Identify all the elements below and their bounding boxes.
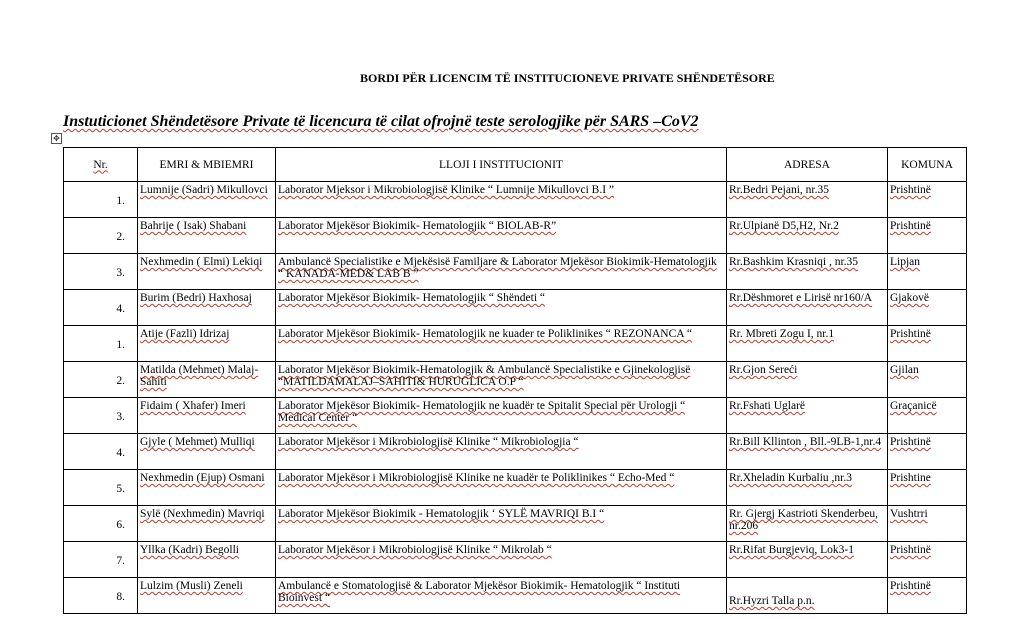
type-cell-text: Laborator Mjekësor i Mikrobiologjisë Klinike “ Mikrolab “ [278,544,552,556]
municipality-cell [888,398,967,434]
table-row [64,326,967,362]
type-cell [276,254,727,290]
type-cell-text: Laborator Mjekësor Biokimik- Hematologjik “ Shëndeti “ [278,292,545,304]
name-cell [138,434,276,470]
address-cell-text: Rr.Fshati Uglarë [729,400,806,412]
type-cell [276,362,727,398]
type-cell [276,398,727,434]
address-cell-text: Rr.Dëshmoret e Lirisë nr160/A [729,292,873,304]
name-cell-text: Burim (Bedri) Haxhosaj [140,292,252,304]
municipality-cell-text: Prishtine [890,472,931,484]
nr-cell: 2. [64,218,138,254]
table-header-row [64,148,967,182]
address-cell [727,506,888,542]
name-cell-text: Fidaim ( Xhafer) Imeri [140,400,246,412]
nr-cell: 5. [64,470,138,506]
municipality-cell [888,254,967,290]
board-title [360,71,775,86]
municipality-cell-text: Prishtinë [890,328,931,340]
municipality-cell-text: Gjilan [890,364,919,376]
municipality-cell-text: Graçanicë [890,400,937,412]
table-row [64,542,967,578]
subtitle-text: Instuticionet Shëndetësore Private të licencura të cilat ofrojnë teste serologjike për SARS –CoV2 [63,113,699,130]
municipality-cell [888,326,967,362]
address-cell [727,290,888,326]
table-row [64,182,967,218]
municipality-cell-text: Lipjan [890,256,921,268]
name-cell [138,470,276,506]
municipality-cell [888,290,967,326]
municipality-cell [888,434,967,470]
table-row [64,218,967,254]
name-cell-text: Bahrije ( Isak) Shabani [140,220,247,232]
address-cell [727,434,888,470]
nr-cell: 1. [64,182,138,218]
type-cell [276,542,727,578]
nr-cell: 4. [64,434,138,470]
address-cell [727,218,888,254]
address-cell [727,578,888,614]
address-cell [727,398,888,434]
type-cell [276,218,727,254]
municipality-cell-text: Prishtinë [890,580,931,592]
type-cell-text: Laborator Mjekësor i Mikrobiologjisë Klinike ne kuadër te Poliklinikes “ Echo-Med “ [278,472,675,484]
nr-cell: 2. [64,362,138,398]
table-row [64,578,967,614]
type-cell-text: Laborator Mjekësor Biokimik- Hematologjik ne kuader te Poliklinikes “ REZONANCA “ [278,328,692,340]
address-cell [727,470,888,506]
name-cell-text: Sylë (Nexhmedin) Mavriqi [140,508,265,520]
name-cell-text: Lulzim (Musli) Zeneli [140,580,243,592]
municipality-cell [888,182,967,218]
address-cell-text: Rr.Gjon Sereći [729,364,798,376]
address-cell-text: Rr. Gjergj Kastrioti Skenderbeu, nr.206 [729,508,878,532]
name-cell [138,362,276,398]
address-cell [727,542,888,578]
type-cell [276,326,727,362]
municipality-cell-text: Prishtinë [890,184,931,196]
name-cell-text: Yllka (Kadri) Begolli [140,544,240,556]
table-move-handle-icon[interactable]: ✥ [51,133,62,144]
column-header-nr: Nr. [64,148,138,182]
board-title-text: BORDI PËR LICENCIM TË INSTITUCIONEVE PRIVATE SHËNDETËSORE [360,71,775,85]
name-cell [138,290,276,326]
type-cell [276,578,727,614]
address-cell-text: Rr.Bedri Pejani, nr.35 [729,184,829,196]
municipality-cell [888,578,967,614]
table-row [64,398,967,434]
type-cell [276,182,727,218]
table-row [64,506,967,542]
address-cell-text: Rr.Xheladin Kurbaliu ,nr.3 [729,472,852,484]
name-cell-text: Nexhmedin ( Elmi) Lekiqi [140,256,263,268]
column-header-address: ADRESA [727,148,888,182]
address-cell-text: Rr.Bill Kllinton , Bll.-9LB-1,nr.4 [729,436,882,448]
name-cell [138,254,276,290]
type-cell-text: Ambulancë Specialistike e Mjekësisë Familjare & Laborator Mjekësor Biokimik-Hematologjik “ KANADA-MED& LAB B ” [278,256,717,280]
column-header-type: LLOJI I INSTITUCIONIT [276,148,727,182]
nr-cell: 3. [64,398,138,434]
name-cell-text: Matilda (Mehmet) Malaj-Sahiti [140,364,259,388]
name-cell [138,542,276,578]
municipality-cell-text: Prishtinë [890,436,931,448]
municipality-cell [888,362,967,398]
table-body [64,182,967,614]
name-cell [138,182,276,218]
table-row [64,434,967,470]
name-cell-text: Nexhmedin (Ejup) Osmani [140,472,265,484]
type-cell [276,506,727,542]
nr-cell: 3. [64,254,138,290]
address-cell [727,254,888,290]
name-cell [138,578,276,614]
column-header-name: EMRI & MBIEMRI [138,148,276,182]
nr-cell: 6. [64,506,138,542]
table-row [64,254,967,290]
name-cell-text: Gjyle ( Mehmet) Mulliqi [140,436,255,448]
address-cell-text: Rr.Rifat Burgjeviq, Lok3-1 [729,544,855,556]
nr-cell: 7. [64,542,138,578]
nr-cell: 4. [64,290,138,326]
municipality-cell-text: Gjakovë [890,292,929,304]
column-header-municipality: KOMUNA [888,148,967,182]
nr-cell: 1. [64,326,138,362]
type-cell [276,290,727,326]
type-cell-text: Laborator Mjekësor Biokimik- Hematologjik “ BIOLAB-R” [278,220,557,232]
address-cell-text: Rr. Mbreti Zogu I, nr.1 [729,328,835,340]
name-cell [138,398,276,434]
type-cell-text: Laborator Mjeksor i Mikrobiologjisë Klinike “ Lumnije Mikullovci B.I ” [278,184,614,196]
type-cell-text: Laborator Mjekësor i Mikrobiologjisë Klinike “ Mikrobiologjia “ [278,436,579,448]
name-cell-text: Lumnije (Sadri) Mikullovci [140,184,268,196]
type-cell [276,434,727,470]
address-cell [727,326,888,362]
type-cell [276,470,727,506]
municipality-cell-text: Prishtinë [890,544,931,556]
table-row [64,470,967,506]
municipality-cell-text: Vushtrri [890,508,928,520]
document-subtitle [63,113,699,131]
municipality-cell [888,506,967,542]
nr-cell: 8. [64,578,138,614]
institutions-table [63,147,967,614]
type-cell-text: Laborator Mjekësor Biokimik- Hematologjik ne kuadër te Spitalit Special për Urologji “ Medical Center “ [278,400,686,424]
address-cell [727,362,888,398]
type-cell-text: Laborator Mjekësor Biokimik-Hematologjik & Ambulancë Specialistike e Gjinekologjisë “MATILDAMALAJ–SAHITI& HURUGLICA O.P “ [278,364,691,388]
name-cell [138,506,276,542]
address-cell [727,182,888,218]
address-cell-text: Rr.Hyzri Talla p.n. [729,595,815,607]
type-cell-text: Ambulancë e Stomatologjisë & Laborator Mjekësor Biokimik- Hematologjik “ Instituti Bioinvest “ [278,580,681,604]
municipality-cell-text: Prishtinë [890,220,931,232]
municipality-cell [888,470,967,506]
address-cell-text: Rr.Ulpianë D5,H2, Nr.2 [729,220,839,232]
type-cell-text: Laborator Mjekësor Biokimik - Hematologjik ‘ SYLË MAVRIQI B.I “ [278,508,605,520]
address-cell-text: Rr.Bashkim Krasniqi , nr.35 [729,256,859,268]
municipality-cell [888,542,967,578]
name-cell-text: Atije (Fazli) Idrizaj [140,328,230,340]
municipality-cell [888,218,967,254]
table-row [64,362,967,398]
name-cell [138,326,276,362]
name-cell [138,218,276,254]
table-row [64,290,967,326]
